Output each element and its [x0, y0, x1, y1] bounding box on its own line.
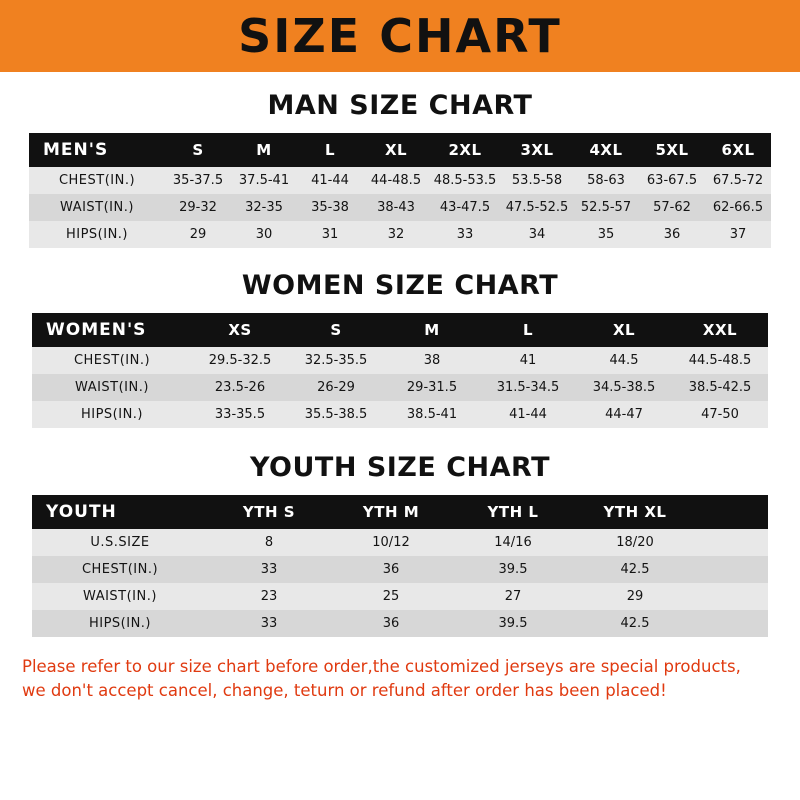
cell: 33: [260, 616, 278, 631]
table-row: [32, 529, 768, 556]
man-section-title: MAN SIZE CHART: [267, 90, 533, 121]
cell: 29-31.5: [406, 380, 458, 395]
col-header: YTH M: [362, 503, 420, 521]
cell: 37.5-41: [238, 173, 290, 188]
col-header: 2XL: [448, 141, 482, 159]
cell: 47-50: [701, 407, 739, 422]
cell: 42.5: [620, 562, 650, 577]
row-label: CHEST(IN.): [73, 353, 151, 368]
cell: 35.5-38.5: [304, 407, 368, 422]
cell: 23: [260, 589, 278, 604]
cell: 38-43: [377, 200, 415, 215]
cell: 29.5-32.5: [208, 353, 272, 368]
col-header-spacer: [696, 495, 768, 529]
col-header: YTH S: [242, 503, 296, 521]
cell: 10/12: [372, 535, 410, 550]
col-header: M: [256, 141, 272, 159]
cell: 35-37.5: [172, 173, 224, 188]
cell: 29-32: [179, 200, 217, 215]
order-policy-note: [22, 655, 778, 703]
col-header: XS: [228, 321, 252, 339]
cell: 31.5-34.5: [496, 380, 560, 395]
table-header-row: [29, 133, 771, 167]
cell: 32.5-35.5: [304, 353, 368, 368]
cell: 44-47: [605, 407, 643, 422]
table-row: [29, 167, 771, 194]
row-label: HIPS(IN.): [88, 616, 152, 631]
cell: 62-66.5: [712, 200, 764, 215]
table-row: [32, 610, 768, 637]
cell: 47.5-52.5: [505, 200, 569, 215]
cell: 41-44: [509, 407, 547, 422]
cell: 29: [626, 589, 644, 604]
row-label: U.S.SIZE: [90, 535, 150, 550]
cell-spacer: [696, 556, 768, 583]
cell: 38: [423, 353, 441, 368]
cell: 32-35: [245, 200, 283, 215]
page-title: SIZE CHART: [238, 9, 562, 63]
table-row: [32, 401, 768, 428]
table-row: [32, 583, 768, 610]
cell: 34: [528, 227, 546, 242]
cell: 67.5-72: [712, 173, 764, 188]
cell-spacer: [696, 583, 768, 610]
cell: 36: [382, 562, 400, 577]
col-header: XXL: [702, 321, 738, 339]
col-header: 3XL: [520, 141, 554, 159]
col-header: 6XL: [721, 141, 755, 159]
cell: 44.5-48.5: [688, 353, 752, 368]
note-line-1: Please refer to our size chart before order,the customized jerseys are special products,: [22, 657, 741, 676]
cell: 29: [189, 227, 207, 242]
cell: 14/16: [494, 535, 532, 550]
cell: 57-62: [653, 200, 691, 215]
youth-size-table: [32, 495, 768, 637]
table-header-row: [32, 313, 768, 347]
cell: 41: [519, 353, 537, 368]
col-header: YTH XL: [603, 503, 667, 521]
cell: 35: [597, 227, 615, 242]
cell: 26-29: [317, 380, 355, 395]
page-banner: [0, 0, 800, 72]
col-header: L: [324, 141, 336, 159]
cell: 41-44: [311, 173, 349, 188]
cell: 38.5-42.5: [688, 380, 752, 395]
table-row: [32, 347, 768, 374]
note-line-2: we don't accept cancel, change, teturn or refund after order has been placed!: [22, 680, 667, 700]
cell: 32: [387, 227, 405, 242]
cell: 27: [504, 589, 522, 604]
cell-spacer: [696, 529, 768, 556]
cell: 33: [260, 562, 278, 577]
row-label: WAIST(IN.): [60, 200, 134, 215]
youth-section-title: YOUTH SIZE CHART: [249, 452, 551, 483]
table-row: [32, 374, 768, 401]
col-header: YOUTH: [46, 502, 117, 522]
col-header: 5XL: [655, 141, 689, 159]
cell-spacer: [696, 610, 768, 637]
cell: 39.5: [498, 616, 528, 631]
cell: 36: [663, 227, 681, 242]
cell: 33: [456, 227, 474, 242]
cell: 23.5-26: [214, 380, 266, 395]
table-row: [29, 194, 771, 221]
cell: 18/20: [616, 535, 654, 550]
col-header: YTH L: [487, 503, 539, 521]
cell: 30: [255, 227, 273, 242]
cell: 48.5-53.5: [433, 173, 497, 188]
col-header: WOMEN'S: [46, 320, 147, 340]
women-size-table: [32, 313, 768, 428]
table-row: [32, 556, 768, 583]
cell: 58-63: [587, 173, 625, 188]
cell: 52.5-57: [580, 200, 632, 215]
row-label: CHEST(IN.): [81, 562, 159, 577]
cell: 31: [321, 227, 339, 242]
row-label: CHEST(IN.): [58, 173, 136, 188]
row-label: WAIST(IN.): [75, 380, 149, 395]
cell: 44.5: [609, 353, 639, 368]
man-size-table: [29, 133, 771, 248]
cell: 42.5: [620, 616, 650, 631]
cell: 63-67.5: [646, 173, 698, 188]
table-header-row: [32, 495, 768, 529]
col-header: XL: [612, 321, 636, 339]
cell: 8: [264, 535, 274, 550]
cell: 39.5: [498, 562, 528, 577]
row-label: WAIST(IN.): [83, 589, 157, 604]
col-header: L: [522, 321, 534, 339]
table-row: [29, 221, 771, 248]
cell: 38.5-41: [406, 407, 458, 422]
cell: 36: [382, 616, 400, 631]
col-header: M: [424, 321, 440, 339]
cell: 35-38: [311, 200, 349, 215]
cell: 53.5-58: [511, 173, 563, 188]
cell: 25: [382, 589, 400, 604]
women-section-title: WOMEN SIZE CHART: [241, 270, 559, 301]
cell: 43-47.5: [439, 200, 491, 215]
cell: 33-35.5: [214, 407, 266, 422]
row-label: HIPS(IN.): [80, 407, 144, 422]
col-header: MEN'S: [43, 140, 109, 160]
col-header: 4XL: [589, 141, 623, 159]
cell: 44-48.5: [370, 173, 422, 188]
col-header: XL: [384, 141, 408, 159]
cell: 37: [729, 227, 747, 242]
cell: 34.5-38.5: [592, 380, 656, 395]
row-label: HIPS(IN.): [65, 227, 129, 242]
col-header: S: [192, 141, 204, 159]
col-header: S: [330, 321, 342, 339]
